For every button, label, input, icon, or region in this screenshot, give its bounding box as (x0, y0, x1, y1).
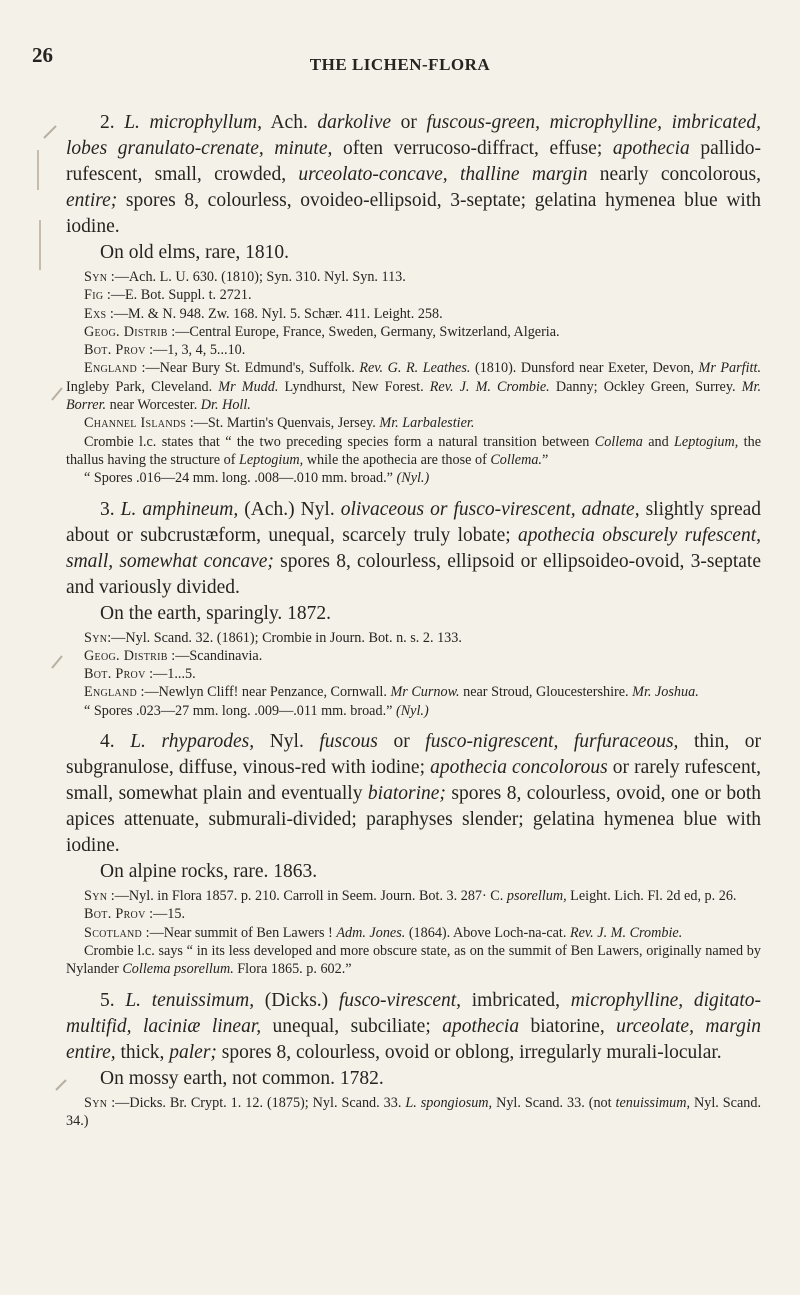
field-label: Fig (84, 287, 104, 304)
italic-text: fusco-nigrescent, furfuraceous, (425, 731, 679, 753)
running-title: THE LICHEN-FLORA (309, 55, 491, 74)
text-run: unequal, subciliate; (261, 1015, 443, 1037)
italic-text: Mr. Borrer. (66, 378, 761, 414)
species-description (66, 729, 761, 859)
text-run: “ Spores .016—24 mm. long. .008—.010 mm. broad.” (84, 470, 397, 487)
text-run: Crombie l.c. says “ in its less developed and more obscure state, as on the summit of Ben Lawers, originally named by Nylander (66, 942, 761, 978)
text-run: :—Newlyn Cliff! near Penzance, Cornwall. (136, 684, 391, 701)
text-run: Lyndhurst, New Forest. (278, 378, 430, 395)
italic-text: fuscous (319, 731, 378, 753)
text-run: biatorine, (519, 1015, 617, 1037)
species-description (66, 988, 761, 1066)
habitat-line: On mossy earth, not common. 1782. (100, 1067, 384, 1089)
field-label: Scotland (84, 924, 143, 941)
reference-note (66, 942, 761, 979)
reference-note (66, 665, 761, 683)
italic-text: urceolate, margin entire, (66, 1015, 761, 1063)
reference-note (66, 905, 761, 923)
italic-text: darkolive (317, 112, 392, 133)
text-run: Crombie l.c. states that “ the two preceding species form a natural transition between (84, 433, 595, 450)
text-run: spores 8, colourless, ovoid, one or both apices attenuate, submurali-divided; paraphyses slender; gelatina hymenea blue with iodine. (66, 783, 761, 857)
text-run: ” (541, 451, 549, 468)
text-run: (1810). Dunsford near Exeter, Devon, (470, 360, 699, 377)
reference-note (66, 359, 761, 414)
species-description (66, 110, 761, 240)
italic-text: Rev. J. M. Crombie. (429, 378, 550, 395)
text-run: or (377, 731, 426, 753)
italic-text: Dr. Holl. (200, 397, 251, 414)
text-run: :—1, 3, 4, 5...10. (145, 342, 246, 359)
text-column (66, 110, 761, 1139)
text-run: while the apothecia are those of (303, 451, 491, 468)
italic-text: urceolato-concave, thalline (298, 164, 520, 185)
italic-text: Mr Mudd. (218, 378, 279, 395)
italic-text: apothecia obscurely rufescent, small, somewhat concave; (66, 524, 761, 572)
italic-text: apothecia concolorous (430, 757, 608, 779)
reference-note (66, 469, 761, 487)
reference-note (66, 1094, 761, 1131)
text-run: :—E. Bot. Suppl. t. 2721. (103, 287, 252, 304)
italic-text: Collema. (490, 451, 542, 468)
text-run: or rarely rufescent, small, somewhat plain and eventually (66, 757, 761, 805)
reference-note (66, 887, 761, 905)
field-label: Syn (84, 629, 108, 646)
italic-text: olivaceous or fusco-virescent, adnate, (340, 498, 640, 520)
text-run (520, 164, 532, 185)
text-run: :—Near Bury St. Edmund's, Suffolk. (136, 360, 360, 377)
reference-note (66, 702, 761, 720)
field-label: Geog. Distrib (84, 647, 168, 664)
field-label: Bot. Prov (84, 906, 146, 923)
italic-text: L. microphyllum, (124, 112, 262, 133)
habitat-line: On the earth, sparingly. 1872. (100, 602, 332, 624)
text-run: Nyl. (254, 731, 320, 753)
text-run: :—Ach. L. U. 630. (1810); Syn. 310. Nyl. Syn. 113. (107, 269, 406, 285)
text-run: 2. (100, 112, 125, 133)
reference-note (66, 647, 761, 665)
text-run: Flora 1865. p. 602.” (233, 961, 352, 978)
reference-note (66, 341, 761, 359)
italic-text: apothecia (442, 1015, 520, 1037)
field-label: Syn (84, 1094, 108, 1111)
text-run: :—Scandinavia. (167, 647, 263, 664)
text-run: 3. (100, 498, 121, 520)
text-run: nearly concolorous, (587, 164, 762, 185)
italic-text: Leptogium, (674, 433, 739, 450)
italic-text: tenuissimum, (615, 1094, 691, 1111)
field-label: England (84, 684, 137, 701)
reference-note (66, 414, 761, 432)
italic-text: apothecia (612, 138, 690, 159)
italic-text: L. rhyparodes, (130, 731, 255, 753)
text-run: the thallus having the structure of (66, 433, 761, 468)
text-run: Leight. Lich. Fl. 2d ed, p. 26. (566, 888, 737, 905)
field-label: Syn (84, 269, 108, 285)
field-label: Exs (84, 305, 107, 322)
text-run: spores 8, colourless, ovoid or oblong, irregularly murali-locular. (216, 1041, 722, 1063)
text-run: pallido-rufescent, small, crowded, (66, 138, 762, 185)
italic-text: paler; (169, 1041, 217, 1063)
italic-text: Mr Parfitt. (698, 360, 761, 377)
habitat-line: On alpine rocks, rare. 1863. (100, 861, 318, 883)
reference-note (66, 924, 761, 942)
italic-text: entire; (66, 190, 118, 211)
species-entry (66, 988, 761, 1131)
field-label: Geog. Distrib (84, 323, 168, 340)
italic-text: Collema psorellum. (122, 961, 234, 978)
italic-text: fuscous-green, microphylline, imbricated, lobes granulato-crenate, minute, (66, 112, 761, 159)
text-run: :—Nyl. in Flora 1857. p. 210. Carroll in Seem. Journ. Bot. 3. 287· C. (107, 888, 507, 905)
text-run: thick, (115, 1041, 170, 1063)
text-run: near Stroud, Gloucestershire. (459, 684, 633, 701)
field-label: Channel Islands (84, 415, 187, 432)
text-run: (Dicks.) (254, 989, 339, 1011)
italic-text: Leptogium, (238, 451, 304, 468)
italic-text: margin (531, 164, 588, 185)
species-description (66, 497, 761, 601)
text-run: imbricated, (461, 989, 571, 1011)
text-run: 4. (100, 731, 131, 753)
field-label: Bot. Prov (84, 666, 146, 683)
italic-text: Rev. G. R. Leathes. (359, 360, 471, 377)
text-run: (Ach.) Nyl. (238, 498, 341, 520)
text-run: :—M. & N. 948. Zw. 168. Nyl. 5. Schær. 411. Leight. 258. (106, 305, 443, 322)
text-run: :—Central Europe, France, Sweden, Germany, Switzerland, Algeria. (167, 323, 560, 340)
text-run: Nyl. Scand. 34.) (66, 1094, 761, 1129)
text-run: :—1...5. (145, 666, 196, 683)
species-entry (66, 729, 761, 978)
text-run: Nyl. Scand. 33. (not (492, 1094, 616, 1111)
italic-text: microphylline, digitato-multifid, laciniæ linear, (66, 989, 761, 1037)
species-entry (66, 497, 761, 720)
italic-text: (Nyl.) (396, 470, 430, 487)
field-label: Syn (84, 888, 108, 905)
text-run: :—15. (145, 906, 186, 923)
text-run: :—Near summit of Ben Lawers ! (142, 924, 337, 941)
reference-note (66, 268, 761, 286)
reference-note (66, 286, 761, 304)
text-run: (1864). Above Loch-na-cat. (405, 924, 570, 941)
species-entry (66, 110, 761, 488)
italic-text: Mr Curnow. (390, 684, 460, 701)
text-run: Ach. (261, 112, 318, 133)
italic-text: Mr. Larbalestier. (379, 415, 475, 432)
text-run: Ingleby Park, Cleveland. (66, 378, 219, 395)
text-run: :—St. Martin's Quenvais, Jersey. (186, 415, 380, 432)
italic-text: psorellum, (506, 888, 567, 905)
text-run: spores 8, colourless, ovoideo-ellipsoid, 3-septate; gelatina hymenea blue with iodine. (66, 190, 761, 237)
italic-text: L. spongiosum, (405, 1094, 493, 1111)
italic-text: L. tenuissimum, (125, 989, 255, 1011)
text-run: often verrucoso-diffract, effuse; (332, 138, 613, 159)
reference-note (66, 683, 761, 701)
text-run: :—Dicks. Br. Crypt. 1. 12. (1875); Nyl. Scand. 33. (107, 1094, 406, 1111)
text-run: spores 8, colourless, ellipsoid or ellipsoideo-ovoid, 3-septate and variously divided. (66, 550, 761, 598)
reference-note (66, 433, 761, 470)
italic-text: Adm. Jones. (336, 924, 406, 941)
reference-note (66, 629, 761, 647)
italic-text: Collema (594, 433, 643, 450)
reference-note (66, 323, 761, 341)
text-run: and (642, 433, 675, 450)
italic-text: (Nyl.) (395, 702, 429, 719)
field-label: England (84, 360, 137, 377)
text-run: or (391, 112, 427, 133)
field-label: Bot. Prov (84, 342, 146, 359)
italic-text: L. amphineum, (120, 498, 239, 520)
habitat-line: On old elms, rare, 1810. (100, 242, 290, 263)
reference-note (66, 305, 761, 323)
italic-text: biatorine; (367, 783, 446, 805)
italic-text: fusco-virescent, (338, 989, 462, 1011)
text-run: near Worcester. (106, 397, 201, 414)
text-run: 5. (100, 989, 126, 1011)
text-run: Danny; Ockley Green, Surrey. (549, 378, 742, 395)
text-run: :—Nyl. Scand. 32. (1861); Crombie in Journ. Bot. n. s. 2. 133. (107, 629, 462, 646)
text-run: “ Spores .023—27 mm. long. .009—.011 mm. broad.” (84, 702, 396, 719)
text-run: slightly spread about or subcrustæform, unequal, scarcely truly lobate; (66, 498, 761, 546)
italic-text: Mr. Joshua. (632, 684, 699, 701)
text-run: thin, or subgranulose, diffuse, vinous-red with iodine; (66, 731, 762, 779)
italic-text: Rev. J. M. Crombie. (569, 924, 683, 941)
page-number: 26 (32, 43, 53, 67)
